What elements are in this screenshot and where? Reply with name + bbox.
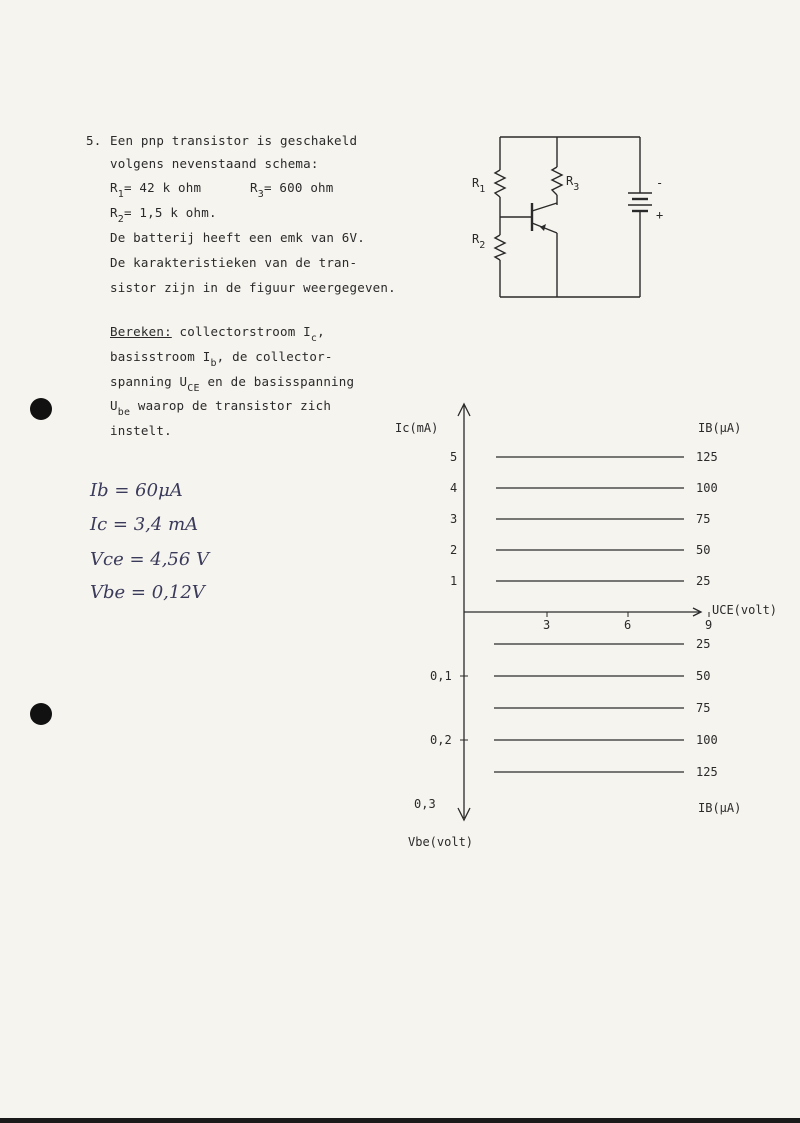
ib-upper-label: IB(μA) [698, 421, 742, 435]
task-line-3: spanning $U_{CE}$ en de basisspanning [110, 374, 355, 394]
characteristics-line: De karakteristieken van de tran- [110, 255, 358, 270]
r1-spec: $R_1= 42$ k ohm [110, 180, 202, 200]
ib-curve-label: 50 [696, 669, 711, 683]
ib-curve-label: 75 [696, 701, 711, 715]
uce-tick-label: 6 [624, 618, 632, 632]
ic-tick-label: 1 [450, 574, 458, 588]
task-line-1: Bereken: collectorstroom $I_c$, [110, 324, 325, 344]
r2-spec: $R_2= 1,5$ k ohm. [110, 205, 217, 225]
ib-curve-label: 50 [696, 543, 711, 557]
circuit-label-r3: $R_3$ [566, 174, 580, 193]
ib-curve-label: 125 [696, 450, 718, 464]
ic-tick-label: 4 [450, 481, 458, 495]
answer-vce: Vce = 4,56 V [90, 549, 210, 570]
ib-curve-label: 125 [696, 765, 718, 779]
answer-vbe: Vbe = 0,12V [90, 582, 205, 603]
ic-tick-label: 5 [450, 450, 458, 464]
vbe-tick-label: 0,3 [414, 797, 436, 811]
ib-curve-label: 25 [696, 574, 711, 588]
vbe-tick-label: 0,1 [430, 669, 452, 683]
answer-ib: Ib = 60μA [90, 480, 183, 501]
ib-curve-label: 100 [696, 481, 718, 495]
battery-plus-label: + [656, 208, 664, 222]
task-line-4: $U_{be}$ waarop de transistor zich [110, 398, 332, 418]
battery-minus-label: - [656, 176, 664, 190]
ic-axis-label: Ic(mA) [395, 421, 439, 435]
answer-ic: Ic = 3,4 mA [90, 514, 199, 535]
ic-tick-label: 2 [450, 543, 458, 557]
uce-tick-label: 3 [543, 618, 551, 632]
task-line-5: instelt. [110, 423, 172, 438]
ib-lower-label: IB(μA) [698, 801, 742, 815]
battery-line: De batterij heeft een emk van 6V. [110, 230, 365, 245]
circuit-label-r2: $R_2$ [472, 232, 486, 251]
intro-line: volgens nevenstaand schema: [110, 156, 319, 171]
circuit-label-r1: $R_1$ [472, 176, 486, 195]
ib-curve-label: 100 [696, 733, 718, 747]
vbe-axis-label: Vbe(volt) [408, 835, 474, 849]
intro-line: Een pnp transistor is geschakeld [110, 133, 358, 148]
uce-axis-label: UCE(volt) [712, 603, 778, 617]
ib-curve-label: 75 [696, 512, 711, 526]
uce-tick-label: 9 [705, 618, 713, 632]
vbe-tick-label: 0,2 [430, 733, 452, 747]
ib-curve-label: 25 [696, 637, 711, 651]
ic-tick-label: 3 [450, 512, 458, 526]
task-line-2: basisstroom $I_b$, de collector- [110, 349, 333, 369]
problem-number: 5. [86, 133, 102, 148]
characteristics-line: sistor zijn in de figuur weergegeven. [110, 280, 396, 295]
r3-spec: $R_3= 600$ ohm [250, 180, 334, 200]
